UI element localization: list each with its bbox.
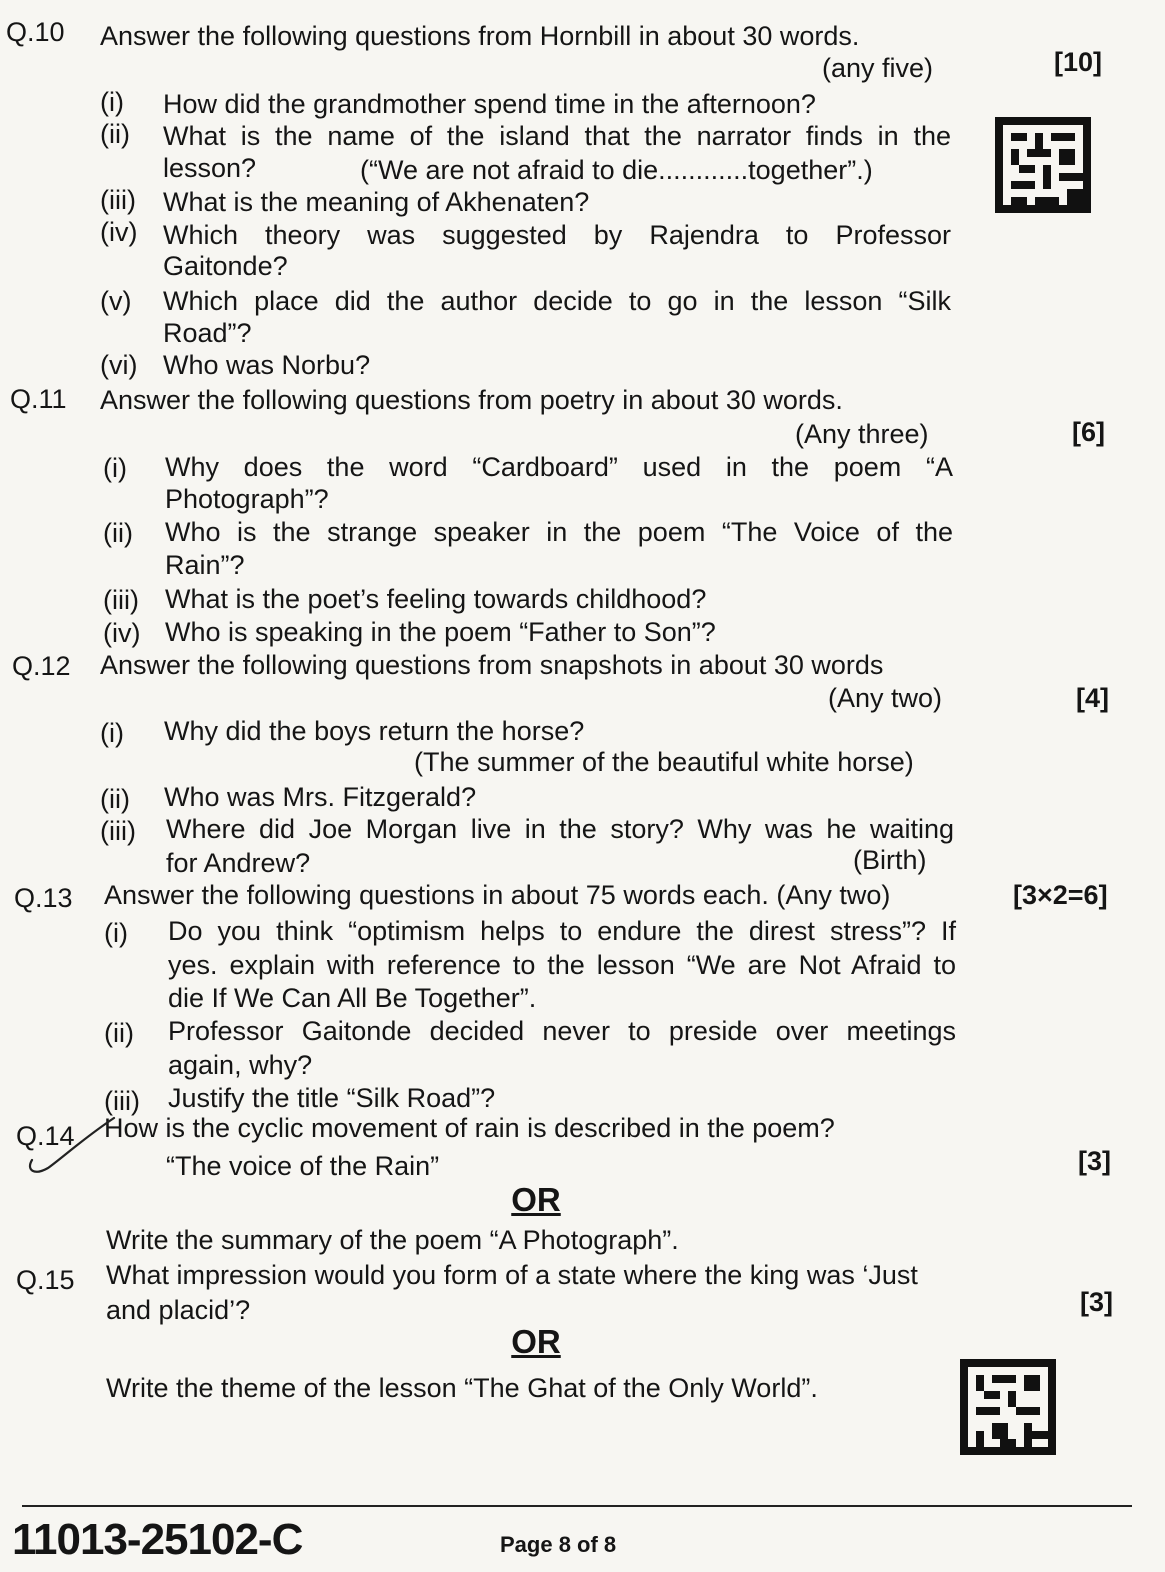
q10-item-4-cont: Gaitonde? xyxy=(163,251,288,281)
q13-stem: Answer the following questions in about 75 words each. (Any two) xyxy=(104,880,891,910)
q13-item-2-cont: again, why? xyxy=(168,1050,313,1080)
q12-choice: (Any two) xyxy=(828,683,943,713)
q10-item-6-number: (vi) xyxy=(100,350,138,380)
q12-item-3-number: (iii) xyxy=(100,816,136,846)
paper-code: 11013-25102-C xyxy=(12,1515,303,1564)
q10-item-3-number: (iii) xyxy=(100,185,136,215)
q10-marks: [10] xyxy=(1054,47,1103,77)
q13-item-1-text: Do you think “optimism helps to endure the direst stress”? If xyxy=(168,916,956,946)
q13-item-2-text: Professor Gaitonde decided never to preside over meetings xyxy=(168,1016,956,1046)
q14-number: Q.14 xyxy=(16,1121,75,1151)
q15-stem: What impression would you form of a state where the king was ‘Just xyxy=(106,1260,918,1290)
q11-item-1-number: (i) xyxy=(103,453,127,483)
page-number: Page 8 of 8 xyxy=(500,1532,617,1557)
q14-alt: Write the summary of the poem “A Photograph”. xyxy=(106,1225,679,1255)
q12-item-3-ref: (Birth) xyxy=(853,845,927,875)
q10-item-4-text: Which theory was suggested by Rajendra to Professor xyxy=(163,220,951,250)
q11-item-3-number: (iii) xyxy=(103,585,139,615)
q12-item-3-text: Where did Joe Morgan live in the story? Why was he waiting xyxy=(166,814,954,844)
q14-marks: [3] xyxy=(1078,1146,1111,1176)
q12-item-1-ref: (The summer of the beautiful white horse) xyxy=(414,747,914,777)
q12-item-1-number: (i) xyxy=(100,718,124,748)
q12-item-1-text: Why did the boys return the horse? xyxy=(164,716,585,746)
q10-item-5-cont: Road”? xyxy=(163,318,252,348)
q12-item-2-text: Who was Mrs. Fitzgerald? xyxy=(164,782,477,812)
q10-item-6-text: Who was Norbu? xyxy=(163,350,371,380)
q10-item-3-text: What is the meaning of Akhenaten? xyxy=(163,187,590,217)
q11-number: Q.11 xyxy=(10,384,67,414)
q11-item-1-cont: Photograph”? xyxy=(165,484,329,514)
check-mark-annotation xyxy=(22,1110,122,1190)
q14-cont: “The voice of the Rain” xyxy=(166,1151,440,1181)
q13-item-1-cont: yes. explain with reference to the lesson “We are Not Afraid to xyxy=(168,950,956,980)
q15-or: OR xyxy=(511,1323,561,1360)
q10-item-4-number: (iv) xyxy=(100,217,138,247)
q15-alt: Write the theme of the lesson “The Ghat of the Only World”. xyxy=(106,1373,818,1403)
q10-item-5-text: Which place did the author decide to go in the lesson “Silk xyxy=(163,286,951,316)
q10-item-1-text: How did the grandmother spend time in the afternoon? xyxy=(163,89,816,119)
q11-item-4-text: Who is speaking in the poem “Father to Son”? xyxy=(165,617,716,647)
footer-rule xyxy=(22,1505,1132,1507)
barcode-top xyxy=(995,116,1091,214)
q13-item-3-text: Justify the title “Silk Road”? xyxy=(168,1083,496,1113)
q12-item-3-cont: for Andrew? xyxy=(166,848,311,878)
q10-item-2-cont: lesson? xyxy=(163,153,257,183)
q10-item-1-number: (i) xyxy=(100,87,124,117)
q13-item-3-number: (iii) xyxy=(104,1086,140,1116)
q13-item-1-cont2: die If We Can All Be Together”. xyxy=(168,983,537,1013)
q11-marks: [6] xyxy=(1072,417,1105,447)
q10-choice: (any five) xyxy=(822,53,934,83)
q11-item-3-text: What is the poet’s feeling towards childhood? xyxy=(165,584,707,614)
q13-marks: [3×2=6] xyxy=(1013,880,1108,910)
q14-stem: How is the cyclic movement of rain is described in the poem? xyxy=(104,1113,835,1143)
q13-item-2-number: (ii) xyxy=(104,1018,134,1048)
q12-marks: [4] xyxy=(1076,683,1109,713)
q11-item-2-cont: Rain”? xyxy=(165,550,245,580)
q14-or: OR xyxy=(511,1181,561,1218)
q11-choice: (Any three) xyxy=(795,419,929,449)
q15-marks: [3] xyxy=(1080,1287,1113,1317)
q12-item-2-number: (ii) xyxy=(100,784,130,814)
q11-item-2-number: (ii) xyxy=(103,518,133,548)
q10-item-2-number: (ii) xyxy=(100,119,130,149)
q10-number: Q.10 xyxy=(6,17,65,47)
barcode-bottom xyxy=(960,1358,1056,1456)
q11-item-4-number: (iv) xyxy=(103,618,141,648)
q11-item-1-text: Why does the word “Cardboard” used in the poem “A xyxy=(165,452,953,482)
q10-item-5-number: (v) xyxy=(100,286,132,316)
q12-stem: Answer the following questions from snapshots in about 30 words xyxy=(100,650,884,680)
q10-item-2-text: What is the name of the island that the narrator finds in the xyxy=(163,121,951,151)
q15-cont: and placid’? xyxy=(106,1295,251,1325)
q13-number: Q.13 xyxy=(14,883,73,913)
q10-stem: Answer the following questions from Hornbill in about 30 words. xyxy=(100,21,860,51)
q13-item-1-number: (i) xyxy=(104,918,128,948)
q15-number: Q.15 xyxy=(16,1265,75,1295)
q11-stem: Answer the following questions from poetry in about 30 words. xyxy=(100,385,843,415)
q10-item-2-ref: (“We are not afraid to die............together”.) xyxy=(360,155,873,185)
q12-number: Q.12 xyxy=(12,651,71,681)
q11-item-2-text: Who is the strange speaker in the poem “The Voice of the xyxy=(165,517,953,547)
